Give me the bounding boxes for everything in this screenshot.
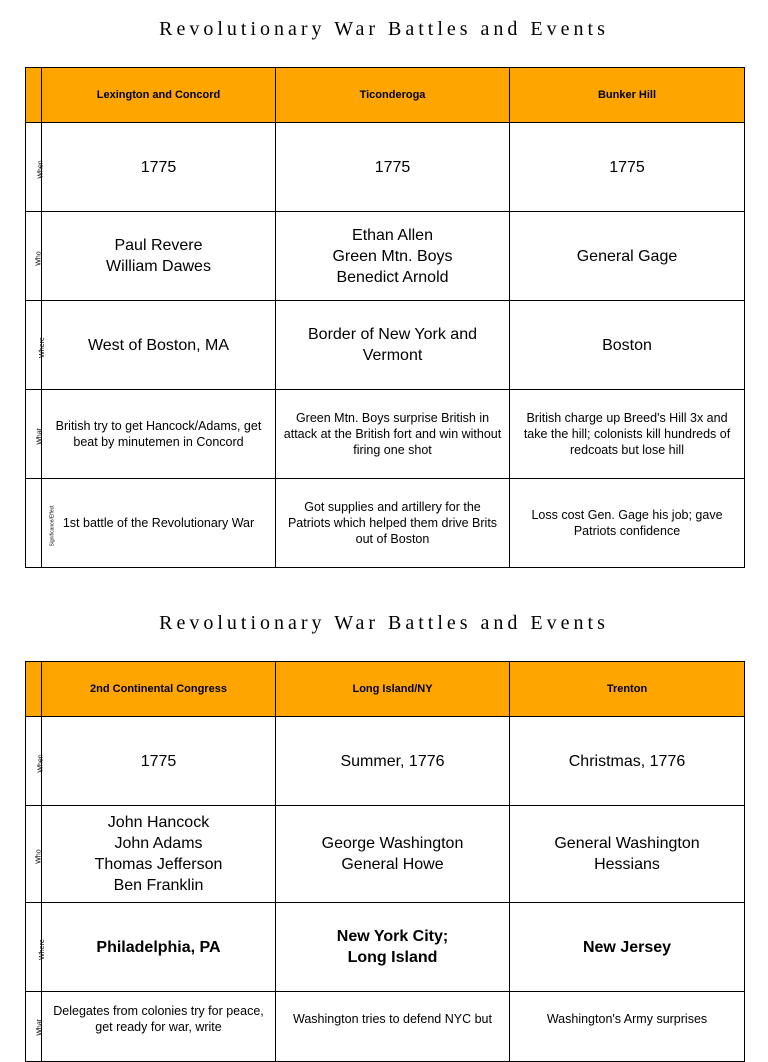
row-label-where: Where bbox=[26, 301, 42, 390]
who-cell: General Washington Hessians bbox=[510, 806, 745, 903]
row-label-what: What bbox=[26, 390, 42, 479]
significance-row bbox=[26, 479, 745, 568]
who-row bbox=[26, 806, 745, 903]
where-cell: Philadelphia, PA bbox=[42, 903, 276, 992]
battles-table-1 bbox=[25, 67, 745, 568]
header-row bbox=[26, 662, 745, 717]
row-label-where: Where bbox=[26, 903, 42, 992]
row-label-what: What bbox=[26, 992, 42, 1062]
when-cell: Summer, 1776 bbox=[276, 717, 510, 806]
column-header: 2nd Continental Congress bbox=[42, 662, 276, 717]
who-row bbox=[26, 212, 745, 301]
corner-cell bbox=[26, 68, 42, 123]
what-cell: Washington tries to defend NYC but bbox=[276, 992, 510, 1062]
battles-table-2 bbox=[25, 661, 745, 1062]
row-label-when: When bbox=[26, 123, 42, 212]
column-header: Long Island/NY bbox=[276, 662, 510, 717]
where-cell: New Jersey bbox=[510, 903, 745, 992]
when-cell: 1775 bbox=[42, 123, 276, 212]
significance-cell: Got supplies and artillery for the Patriots which helped them drive Brits out of Boston bbox=[276, 479, 510, 568]
when-row bbox=[26, 717, 745, 806]
header-row bbox=[26, 68, 745, 123]
where-row bbox=[26, 301, 745, 390]
row-label-significance: Significance/Effect bbox=[26, 479, 42, 568]
column-header: Bunker Hill bbox=[510, 68, 745, 123]
when-row bbox=[26, 123, 745, 212]
row-label-when: When bbox=[26, 717, 42, 806]
column-header: Lexington and Concord bbox=[42, 68, 276, 123]
what-row bbox=[26, 992, 745, 1062]
who-cell: General Gage bbox=[510, 212, 745, 301]
what-cell: Delegates from colonies try for peace, get ready for war, write bbox=[42, 992, 276, 1062]
what-cell: Green Mtn. Boys surprise British in attack at the British fort and win without firing one shot bbox=[276, 390, 510, 479]
corner-cell bbox=[26, 662, 42, 717]
page-title: Revolutionary War Battles and Events bbox=[159, 18, 609, 40]
column-header: Ticonderoga bbox=[276, 68, 510, 123]
what-cell: British try to get Hancock/Adams, get beat by minutemen in Concord bbox=[42, 390, 276, 479]
who-cell: Ethan Allen Green Mtn. Boys Benedict Arnold bbox=[276, 212, 510, 301]
significance-cell: 1st battle of the Revolutionary War bbox=[42, 479, 276, 568]
who-cell: George Washington General Howe bbox=[276, 806, 510, 903]
where-cell: Border of New York and Vermont bbox=[276, 301, 510, 390]
when-cell: Christmas, 1776 bbox=[510, 717, 745, 806]
row-label-who: Who bbox=[26, 806, 42, 903]
who-cell: Paul Revere William Dawes bbox=[42, 212, 276, 301]
page-title-2: Revolutionary War Battles and Events bbox=[159, 612, 609, 634]
who-cell: John Hancock John Adams Thomas Jefferson Ben Franklin bbox=[42, 806, 276, 903]
what-cell: Washington's Army surprises bbox=[510, 992, 745, 1062]
where-cell: Boston bbox=[510, 301, 745, 390]
column-header: Trenton bbox=[510, 662, 745, 717]
when-cell: 1775 bbox=[510, 123, 745, 212]
what-row bbox=[26, 390, 745, 479]
when-cell: 1775 bbox=[276, 123, 510, 212]
row-label-who: Who bbox=[26, 212, 42, 301]
what-cell: British charge up Breed's Hill 3x and take the hill; colonists kill hundreds of redcoats but lose hill bbox=[510, 390, 745, 479]
where-cell: New York City; Long Island bbox=[276, 903, 510, 992]
when-cell: 1775 bbox=[42, 717, 276, 806]
where-row bbox=[26, 903, 745, 992]
where-cell: West of Boston, MA bbox=[42, 301, 276, 390]
significance-cell: Loss cost Gen. Gage his job; gave Patriots confidence bbox=[510, 479, 745, 568]
